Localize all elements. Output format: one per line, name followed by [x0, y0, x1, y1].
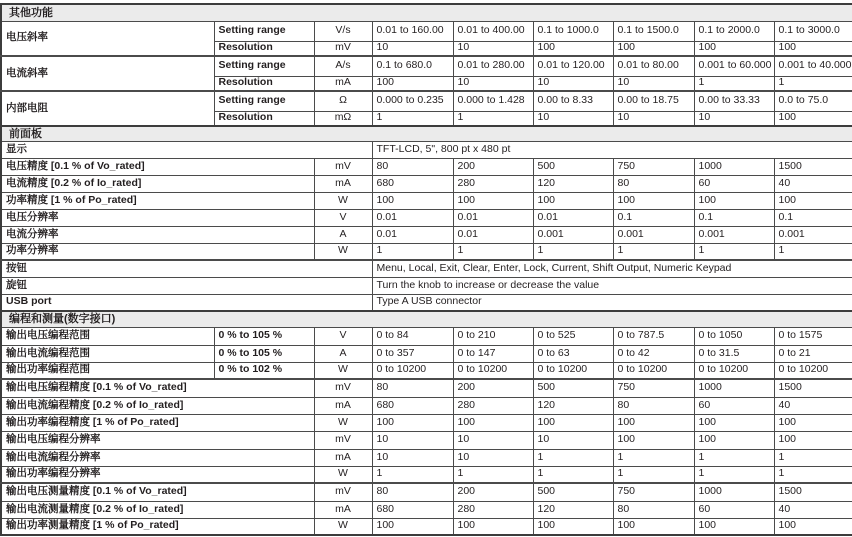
value-cell: 100	[533, 41, 613, 56]
section-header-other-functions: 其他功能	[1, 4, 852, 21]
value-cell: 0.001 to 60.000	[694, 56, 774, 76]
value-cell: 280	[453, 175, 533, 192]
value-cell: 0.01 to 280.00	[453, 56, 533, 76]
value-cell: 0.000 to 0.235	[372, 91, 453, 111]
spec-label: 按钮	[1, 260, 372, 277]
setting-type-label: Resolution	[214, 111, 314, 126]
unit-cell: W	[314, 466, 372, 483]
unit-cell: W	[314, 518, 372, 535]
value-cell: 0.00 to 8.33	[533, 91, 613, 111]
value-cell: 0.001	[774, 226, 852, 243]
value-cell: 100	[453, 192, 533, 209]
spec-label: 显示	[1, 141, 372, 158]
value-cell: 100	[694, 414, 774, 431]
value-cell: 60	[694, 175, 774, 192]
value-cell: 0 to 10200	[453, 362, 533, 379]
value-cell: 0.000 to 1.428	[453, 91, 533, 111]
value-cell: 0 to 10200	[774, 362, 852, 379]
value-cell: 0.1 to 2000.0	[694, 21, 774, 41]
spec-label: 电压分辨率	[1, 209, 314, 226]
unit-cell: W	[314, 192, 372, 209]
value-cell: 0 to 357	[372, 345, 453, 362]
value-cell: 1	[774, 449, 852, 466]
value-cell: 0.1	[774, 209, 852, 226]
value-cell: 100	[613, 414, 694, 431]
value-cell: 120	[533, 397, 613, 414]
value-cell: 0 to 10200	[372, 362, 453, 379]
unit-cell: A	[314, 226, 372, 243]
value-cell: 0.01	[372, 209, 453, 226]
value-cell: 80	[372, 158, 453, 175]
value-cell: 1500	[774, 483, 852, 501]
value-cell: 100	[774, 111, 852, 126]
value-cell: 1	[613, 466, 694, 483]
value-cell: 10	[694, 111, 774, 126]
spec-label: 电压精度 [0.1 % of Vo_rated]	[1, 158, 314, 175]
value-cell: 1	[533, 449, 613, 466]
unit-cell: V	[314, 209, 372, 226]
unit-cell: A	[314, 345, 372, 362]
value-cell: 1000	[694, 483, 774, 501]
value-cell: 0.01 to 160.00	[372, 21, 453, 41]
value-cell: 100	[613, 41, 694, 56]
value-cell: 100	[372, 76, 453, 91]
range-percent-cell: 0 % to 105 %	[214, 327, 314, 345]
value-cell: 10	[613, 76, 694, 91]
value-cell: 1	[453, 466, 533, 483]
value-cell: 0.01	[453, 209, 533, 226]
value-cell: 280	[453, 397, 533, 414]
value-cell: 100	[694, 518, 774, 535]
value-cell: 0 to 10200	[694, 362, 774, 379]
value-cell: 1	[774, 243, 852, 260]
value-cell: 80	[613, 175, 694, 192]
value-cell: 100	[533, 518, 613, 535]
value-cell: 10	[453, 76, 533, 91]
value-cell: 1	[613, 243, 694, 260]
spec-label: 输出功率编程精度 [1 % of Po_rated]	[1, 414, 314, 431]
value-cell: 750	[613, 379, 694, 397]
value-cell: 60	[694, 397, 774, 414]
value-cell: 10	[453, 41, 533, 56]
value-cell: 1000	[694, 379, 774, 397]
unit-cell: mV	[314, 158, 372, 175]
value-cell: 1	[453, 243, 533, 260]
spec-label: 输出电流编程范围	[1, 345, 214, 362]
value-cell: 1	[694, 243, 774, 260]
value-cell: 100	[694, 192, 774, 209]
unit-cell: mV	[314, 431, 372, 449]
value-cell: 1	[372, 243, 453, 260]
value-cell: 80	[613, 501, 694, 518]
setting-type-label: Resolution	[214, 41, 314, 56]
value-cell: 40	[774, 175, 852, 192]
unit-cell: mA	[314, 76, 372, 91]
value-cell: 100	[613, 431, 694, 449]
spec-label: 输出功率编程分辨率	[1, 466, 314, 483]
value-cell: 0.0 to 75.0	[774, 91, 852, 111]
value-cell: 1	[453, 111, 533, 126]
value-cell: 0 to 210	[453, 327, 533, 345]
value-cell: 1000	[694, 158, 774, 175]
unit-cell: Ω	[314, 91, 372, 111]
value-cell: 10	[533, 431, 613, 449]
value-cell: 0.01 to 80.00	[613, 56, 694, 76]
value-cell: 1	[372, 466, 453, 483]
value-cell: 1	[533, 466, 613, 483]
value-cell: 100	[694, 41, 774, 56]
value-cell: 10	[453, 431, 533, 449]
range-percent-cell: 0 % to 105 %	[214, 345, 314, 362]
value-cell: 0.01 to 400.00	[453, 21, 533, 41]
value-cell: 0 to 525	[533, 327, 613, 345]
value-cell: 1	[372, 111, 453, 126]
value-cell: 100	[372, 518, 453, 535]
value-cell: 0 to 1050	[694, 327, 774, 345]
value-cell: 100	[613, 518, 694, 535]
value-cell: 80	[613, 397, 694, 414]
value-cell-wide: Menu, Local, Exit, Clear, Enter, Lock, Current, Shift Output, Numeric Keypad	[372, 260, 852, 277]
spec-label: 功率分辨率	[1, 243, 314, 260]
value-cell: 1	[774, 466, 852, 483]
spec-label: 电流分辨率	[1, 226, 314, 243]
spec-label: 输出电流测量精度 [0.2 % of Io_rated]	[1, 501, 314, 518]
value-cell: 0.01	[372, 226, 453, 243]
value-cell: 1	[694, 449, 774, 466]
unit-cell: mΩ	[314, 111, 372, 126]
unit-cell: mV	[314, 41, 372, 56]
value-cell: 680	[372, 175, 453, 192]
value-cell: 10	[372, 431, 453, 449]
value-cell: 100	[774, 192, 852, 209]
value-cell: 500	[533, 379, 613, 397]
value-cell: 0.001	[694, 226, 774, 243]
value-cell: 0.1 to 680.0	[372, 56, 453, 76]
value-cell: 40	[774, 397, 852, 414]
value-cell: 10	[453, 449, 533, 466]
value-cell: 0 to 787.5	[613, 327, 694, 345]
section-header-programming-measurement: 编程和测量(数字接口)	[1, 311, 852, 327]
value-cell: 0.1 to 1000.0	[533, 21, 613, 41]
value-cell-wide: Type A USB connector	[372, 294, 852, 311]
value-cell-wide: Turn the knob to increase or decrease the value	[372, 277, 852, 294]
value-cell: 100	[774, 41, 852, 56]
value-cell: 500	[533, 483, 613, 501]
value-cell: 0.00 to 18.75	[613, 91, 694, 111]
value-cell: 40	[774, 501, 852, 518]
unit-cell: W	[314, 243, 372, 260]
unit-cell: mV	[314, 483, 372, 501]
value-cell: 120	[533, 501, 613, 518]
spec-table	[0, 3, 852, 536]
value-cell: 0.001	[533, 226, 613, 243]
value-cell: 680	[372, 397, 453, 414]
spec-label: 输出电流编程分辨率	[1, 449, 314, 466]
value-cell: 10	[372, 449, 453, 466]
unit-cell: V/s	[314, 21, 372, 41]
value-cell: 1500	[774, 379, 852, 397]
value-cell: 200	[453, 379, 533, 397]
value-cell: 10	[372, 41, 453, 56]
value-cell: 0 to 21	[774, 345, 852, 362]
value-cell-wide: TFT-LCD, 5", 800 pt x 480 pt	[372, 141, 852, 158]
value-cell: 0.01	[533, 209, 613, 226]
value-cell: 10	[533, 76, 613, 91]
value-cell: 280	[453, 501, 533, 518]
value-cell: 0 to 10200	[613, 362, 694, 379]
unit-cell: mA	[314, 175, 372, 192]
value-cell: 200	[453, 483, 533, 501]
value-cell: 100	[372, 192, 453, 209]
spec-label: 输出电压编程范围	[1, 327, 214, 345]
unit-cell: mA	[314, 501, 372, 518]
spec-label: 输出电压编程精度 [0.1 % of Vo_rated]	[1, 379, 314, 397]
spec-label: 内部电阻	[1, 91, 214, 126]
value-cell: 10	[613, 111, 694, 126]
value-cell: 750	[613, 483, 694, 501]
value-cell: 80	[372, 379, 453, 397]
value-cell: 100	[533, 192, 613, 209]
value-cell: 0 to 1575	[774, 327, 852, 345]
value-cell: 0 to 31.5	[694, 345, 774, 362]
value-cell: 1	[533, 243, 613, 260]
value-cell: 100	[453, 414, 533, 431]
value-cell: 100	[774, 518, 852, 535]
value-cell: 1	[694, 466, 774, 483]
value-cell: 100	[694, 431, 774, 449]
setting-type-label: Resolution	[214, 76, 314, 91]
spec-label: 电压斜率	[1, 21, 214, 56]
value-cell: 80	[372, 483, 453, 501]
value-cell: 0 to 84	[372, 327, 453, 345]
spec-label: 输出电压测量精度 [0.1 % of Vo_rated]	[1, 483, 314, 501]
value-cell: 1	[694, 76, 774, 91]
spec-label: 功率精度 [1 % of Po_rated]	[1, 192, 314, 209]
value-cell: 60	[694, 501, 774, 518]
value-cell: 1500	[774, 158, 852, 175]
value-cell: 1	[774, 76, 852, 91]
value-cell: 750	[613, 158, 694, 175]
value-cell: 0.001	[613, 226, 694, 243]
value-cell: 0.1	[613, 209, 694, 226]
value-cell: 680	[372, 501, 453, 518]
unit-cell: A/s	[314, 56, 372, 76]
setting-type-label: Setting range	[214, 91, 314, 111]
spec-label: 电流斜率	[1, 56, 214, 91]
spec-label: 输出电流编程精度 [0.2 % of Io_rated]	[1, 397, 314, 414]
setting-type-label: Setting range	[214, 56, 314, 76]
value-cell: 0.01 to 120.00	[533, 56, 613, 76]
value-cell: 100	[533, 414, 613, 431]
unit-cell: W	[314, 414, 372, 431]
spec-label: 输出电压编程分辨率	[1, 431, 314, 449]
spec-label: USB port	[1, 294, 372, 311]
range-percent-cell: 0 % to 102 %	[214, 362, 314, 379]
spec-label: 电流精度 [0.2 % of Io_rated]	[1, 175, 314, 192]
section-header-front-panel: 前面板	[1, 126, 852, 141]
unit-cell: mA	[314, 397, 372, 414]
value-cell: 100	[613, 192, 694, 209]
value-cell: 100	[774, 414, 852, 431]
value-cell: 10	[533, 111, 613, 126]
value-cell: 100	[453, 518, 533, 535]
value-cell: 1	[613, 449, 694, 466]
spec-label: 旋钮	[1, 277, 372, 294]
value-cell: 0 to 63	[533, 345, 613, 362]
value-cell: 0.01	[453, 226, 533, 243]
value-cell: 200	[453, 158, 533, 175]
value-cell: 500	[533, 158, 613, 175]
value-cell: 0.1	[694, 209, 774, 226]
value-cell: 0 to 42	[613, 345, 694, 362]
value-cell: 100	[774, 431, 852, 449]
value-cell: 0.1 to 1500.0	[613, 21, 694, 41]
unit-cell: mA	[314, 449, 372, 466]
value-cell: 0.1 to 3000.0	[774, 21, 852, 41]
unit-cell: W	[314, 362, 372, 379]
value-cell: 0.001 to 40.000	[774, 56, 852, 76]
spec-table-body	[1, 4, 852, 535]
value-cell: 120	[533, 175, 613, 192]
unit-cell: mV	[314, 379, 372, 397]
spec-label: 输出功率编程范围	[1, 362, 214, 379]
value-cell: 0.00 to 33.33	[694, 91, 774, 111]
value-cell: 100	[372, 414, 453, 431]
unit-cell: V	[314, 327, 372, 345]
spec-label: 输出功率测量精度 [1 % of Po_rated]	[1, 518, 314, 535]
value-cell: 0 to 10200	[533, 362, 613, 379]
setting-type-label: Setting range	[214, 21, 314, 41]
value-cell: 0 to 147	[453, 345, 533, 362]
